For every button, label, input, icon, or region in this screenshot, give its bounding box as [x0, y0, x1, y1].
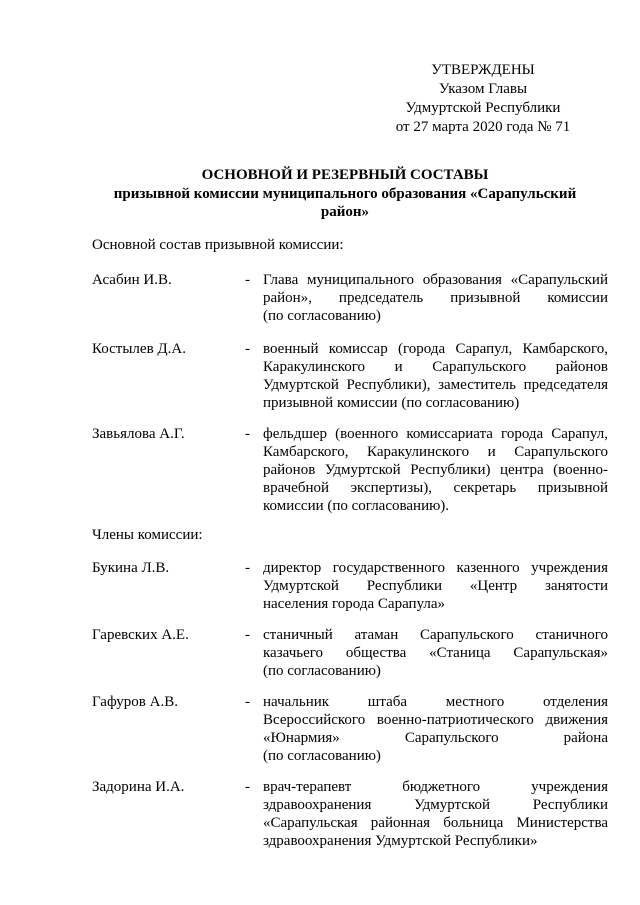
- member-description: [263, 271, 608, 325]
- description-line: станичный атаман Сарапульского станичного: [263, 627, 608, 643]
- description-line: населения города Сарапула»: [263, 596, 446, 612]
- dash: -: [245, 341, 250, 357]
- description-line: «Юнармия» Сарапульского района: [263, 730, 608, 746]
- description-line: Всероссийского военно-патриотического движения: [263, 712, 608, 728]
- description-line: (по согласованию): [263, 308, 381, 324]
- description-line: здравоохранения Удмуртской Республики»: [263, 833, 538, 849]
- description-line: (по согласованию): [263, 748, 381, 764]
- member-name: Букина Л.В.: [92, 560, 170, 576]
- approval-stamp: [372, 61, 594, 137]
- document-title: [90, 166, 600, 221]
- description-line: казачьего общества «Станица Сарапульская»: [263, 645, 608, 661]
- description-line: врачебной экспертизы), секретарь призывной: [263, 480, 608, 496]
- approval-line: от 27 марта 2020 года № 71: [395, 119, 571, 135]
- title-line-2: призывной комиссии муниципального образования «Сарапульский район»: [113, 186, 577, 220]
- dash: -: [245, 627, 250, 643]
- member-description: [263, 559, 608, 613]
- description-line: Каракулинского и Сарапульского районов: [263, 359, 608, 375]
- description-line: район», председатель призывной комиссии: [263, 290, 608, 306]
- member-name: Задорина И.А.: [92, 779, 185, 795]
- description-line: районов Удмуртской Республики) центра (военно-: [263, 462, 608, 478]
- main-composition-heading: Основной состав призывной комиссии:: [92, 237, 344, 253]
- dash: -: [245, 426, 250, 442]
- member-description: [263, 693, 608, 765]
- member-name: Гафуров А.В.: [92, 694, 178, 710]
- description-line: Глава муниципального образования «Сарапульский: [263, 272, 608, 288]
- description-line: начальник штаба местного отделения: [263, 694, 608, 710]
- description-line: здравоохранения Удмуртской Республики: [263, 797, 608, 813]
- dash: -: [245, 272, 250, 288]
- description-line: врач-терапевт бюджетного учреждения: [263, 779, 608, 795]
- member-name: Асабин И.В.: [92, 272, 172, 288]
- dash: -: [245, 779, 250, 795]
- approval-line: Удмуртской Республики: [405, 100, 561, 116]
- member-name: Завьялова А.Г.: [92, 426, 185, 442]
- member-description: [263, 778, 608, 850]
- title-line-1: ОСНОВНОЙ И РЕЗЕРВНЫЙ СОСТАВЫ: [201, 167, 489, 183]
- description-line: комиссии (по согласованию).: [263, 498, 450, 514]
- description-line: военный комиссар (города Сарапул, Камбарского,: [263, 341, 608, 357]
- description-line: фельдшер (военного комиссариата города Сарапул,: [263, 426, 608, 442]
- description-line: (по согласованию): [263, 663, 381, 679]
- description-line: Удмуртской Республики), заместитель председателя: [263, 377, 608, 393]
- member-name: Костылев Д.А.: [92, 341, 186, 357]
- member-name: Гаревских А.Е.: [92, 627, 189, 643]
- members-heading: Члены комиссии:: [92, 527, 203, 543]
- description-line: «Сарапульская районная больница Министерства: [263, 815, 608, 831]
- member-description: [263, 626, 608, 680]
- dash: -: [245, 694, 250, 710]
- description-line: Удмуртской Республики «Центр занятости: [263, 578, 608, 594]
- member-description: [263, 425, 608, 515]
- description-line: Камбарского, Каракулинского и Сарапульского: [263, 444, 608, 460]
- approval-line: Указом Главы: [438, 81, 528, 97]
- approval-line: УТВЕРЖДЕНЫ: [431, 62, 535, 78]
- description-line: призывной комиссии (по согласованию): [263, 395, 520, 411]
- member-description: [263, 340, 608, 412]
- dash: -: [245, 560, 250, 576]
- description-line: директор государственного казенного учреждения: [263, 560, 608, 576]
